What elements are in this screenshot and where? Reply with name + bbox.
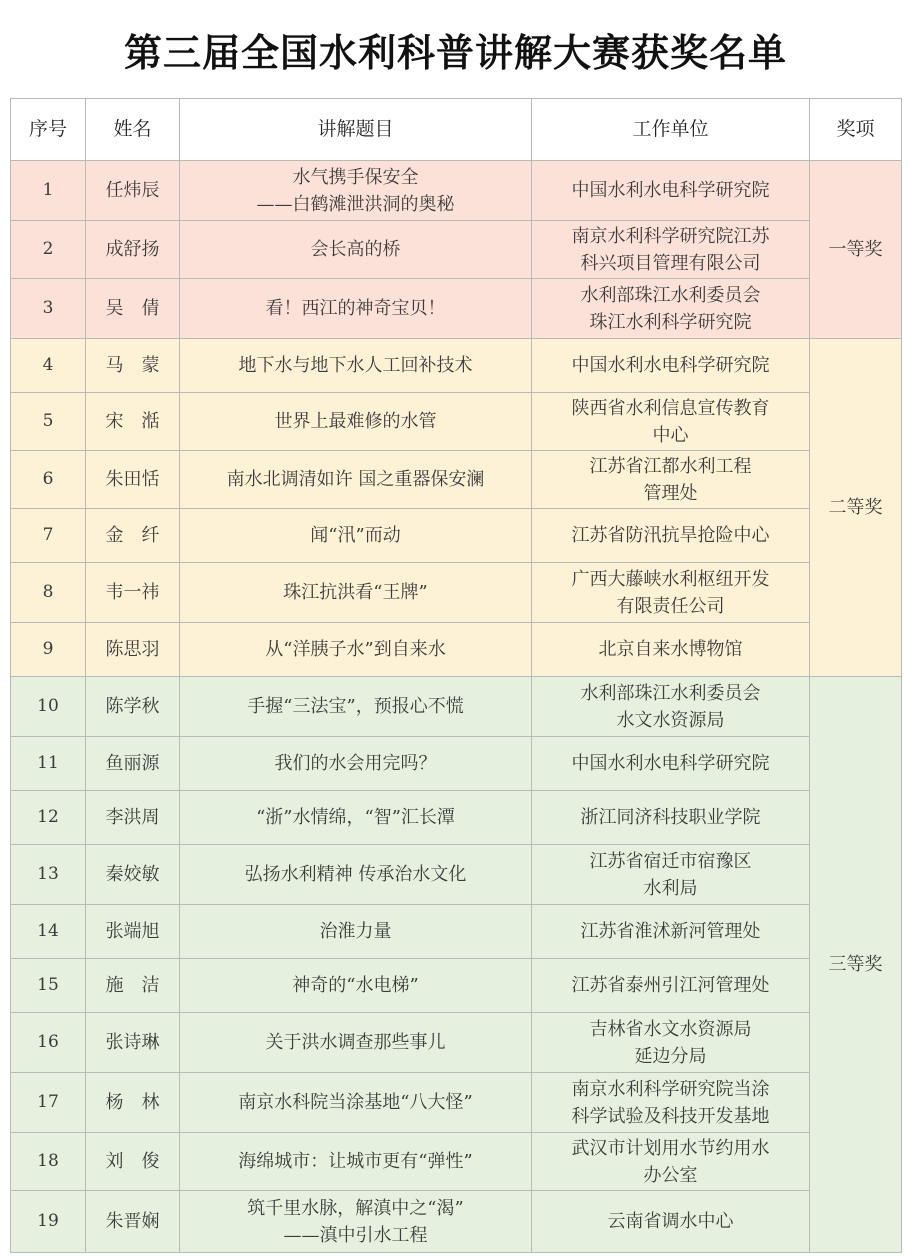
cell-unit: 吉林省水文水资源局 延边分局 bbox=[532, 1013, 810, 1073]
cell-topic: 关于洪水调查那些事儿 bbox=[180, 1013, 532, 1073]
cell-unit: 北京自来水博物馆 bbox=[532, 623, 810, 677]
cell-no: 2 bbox=[11, 221, 86, 279]
table-header-row bbox=[11, 99, 902, 161]
award-table bbox=[10, 98, 902, 1253]
cell-topic: 从“洋胰子水”到自来水 bbox=[180, 623, 532, 677]
table-row bbox=[11, 959, 902, 1013]
table-row bbox=[11, 221, 902, 279]
table-row bbox=[11, 623, 902, 677]
cell-unit: 水利部珠江水利委员会 水文水资源局 bbox=[532, 677, 810, 737]
table-row bbox=[11, 1073, 902, 1133]
table-row bbox=[11, 677, 902, 737]
cell-topic: 神奇的“水电梯” bbox=[180, 959, 532, 1013]
cell-topic: 水气携手保安全 ——白鹤滩泄洪洞的奥秘 bbox=[180, 161, 532, 221]
cell-no: 11 bbox=[11, 737, 86, 791]
cell-award-third: 三等奖 bbox=[810, 677, 902, 1253]
table-row bbox=[11, 1191, 902, 1253]
cell-unit: 水利部珠江水利委员会 珠江水利科学研究院 bbox=[532, 279, 810, 339]
cell-name: 鱼丽源 bbox=[86, 737, 180, 791]
cell-topic: 闻“汛”而动 bbox=[180, 509, 532, 563]
table-row bbox=[11, 845, 902, 905]
cell-name: 张端旭 bbox=[86, 905, 180, 959]
header-name: 姓名 bbox=[86, 99, 180, 161]
cell-unit: 中国水利水电科学研究院 bbox=[532, 339, 810, 393]
cell-no: 16 bbox=[11, 1013, 86, 1073]
cell-name: 秦姣敏 bbox=[86, 845, 180, 905]
cell-unit: 中国水利水电科学研究院 bbox=[532, 737, 810, 791]
table-row bbox=[11, 509, 902, 563]
cell-unit: 江苏省防汛抗旱抢险中心 bbox=[532, 509, 810, 563]
cell-topic: 治淮力量 bbox=[180, 905, 532, 959]
table-row bbox=[11, 1013, 902, 1073]
cell-name: 陈学秋 bbox=[86, 677, 180, 737]
cell-name: 成舒扬 bbox=[86, 221, 180, 279]
cell-topic: “浙”水情绵，“智”汇长潭 bbox=[180, 791, 532, 845]
table-row bbox=[11, 451, 902, 509]
cell-topic: 会长高的桥 bbox=[180, 221, 532, 279]
header-topic: 讲解题目 bbox=[180, 99, 532, 161]
cell-topic: 南水北调清如许 国之重器保安澜 bbox=[180, 451, 532, 509]
cell-award-first: 一等奖 bbox=[810, 161, 902, 339]
table-row bbox=[11, 1133, 902, 1191]
cell-topic: 我们的水会用完吗？ bbox=[180, 737, 532, 791]
cell-unit: 南京水利科学研究院当涂 科学试验及科技开发基地 bbox=[532, 1073, 810, 1133]
cell-topic: 弘扬水利精神 传承治水文化 bbox=[180, 845, 532, 905]
table-row bbox=[11, 279, 902, 339]
cell-award-second: 二等奖 bbox=[810, 339, 902, 677]
table-row bbox=[11, 393, 902, 451]
cell-no: 1 bbox=[11, 161, 86, 221]
cell-name: 陈思羽 bbox=[86, 623, 180, 677]
cell-no: 4 bbox=[11, 339, 86, 393]
cell-unit: 江苏省宿迁市宿豫区 水利局 bbox=[532, 845, 810, 905]
cell-unit: 武汉市计划用水节约用水 办公室 bbox=[532, 1133, 810, 1191]
table-row bbox=[11, 563, 902, 623]
cell-name: 朱晋娴 bbox=[86, 1191, 180, 1253]
cell-no: 17 bbox=[11, 1073, 86, 1133]
cell-no: 15 bbox=[11, 959, 86, 1013]
cell-no: 10 bbox=[11, 677, 86, 737]
cell-no: 18 bbox=[11, 1133, 86, 1191]
cell-name: 朱田恬 bbox=[86, 451, 180, 509]
cell-unit: 江苏省泰州引江河管理处 bbox=[532, 959, 810, 1013]
cell-unit: 陕西省水利信息宣传教育 中心 bbox=[532, 393, 810, 451]
cell-no: 3 bbox=[11, 279, 86, 339]
cell-no: 6 bbox=[11, 451, 86, 509]
cell-unit: 云南省调水中心 bbox=[532, 1191, 810, 1253]
table-row bbox=[11, 791, 902, 845]
table-row bbox=[11, 161, 902, 221]
cell-topic: 筑千里水脉，解滇中之“渴” ——滇中引水工程 bbox=[180, 1191, 532, 1253]
table-row bbox=[11, 905, 902, 959]
cell-no: 12 bbox=[11, 791, 86, 845]
cell-name: 张诗琳 bbox=[86, 1013, 180, 1073]
header-no: 序号 bbox=[11, 99, 86, 161]
cell-unit: 南京水利科学研究院江苏 科兴项目管理有限公司 bbox=[532, 221, 810, 279]
cell-name: 马 蒙 bbox=[86, 339, 180, 393]
cell-unit: 浙江同济科技职业学院 bbox=[532, 791, 810, 845]
cell-name: 金 纤 bbox=[86, 509, 180, 563]
cell-unit: 广西大藤峡水利枢纽开发 有限责任公司 bbox=[532, 563, 810, 623]
page-title: 第三届全国水利科普讲解大赛获奖名单 bbox=[123, 30, 787, 75]
cell-topic: 南京水科院当涂基地“八大怪” bbox=[180, 1073, 532, 1133]
cell-no: 14 bbox=[11, 905, 86, 959]
cell-name: 韦一祎 bbox=[86, 563, 180, 623]
cell-no: 9 bbox=[11, 623, 86, 677]
cell-unit: 中国水利水电科学研究院 bbox=[532, 161, 810, 221]
cell-topic: 看！西江的神奇宝贝！ bbox=[180, 279, 532, 339]
cell-unit: 江苏省江都水利工程 管理处 bbox=[532, 451, 810, 509]
cell-name: 吴 倩 bbox=[86, 279, 180, 339]
cell-name: 刘 俊 bbox=[86, 1133, 180, 1191]
cell-no: 8 bbox=[11, 563, 86, 623]
table-row bbox=[11, 339, 902, 393]
cell-name: 杨 林 bbox=[86, 1073, 180, 1133]
cell-unit: 江苏省淮沭新河管理处 bbox=[532, 905, 810, 959]
header-award: 奖项 bbox=[810, 99, 902, 161]
cell-no: 5 bbox=[11, 393, 86, 451]
cell-name: 任炜辰 bbox=[86, 161, 180, 221]
cell-name: 宋 湉 bbox=[86, 393, 180, 451]
cell-topic: 地下水与地下水人工回补技术 bbox=[180, 339, 532, 393]
cell-name: 施 洁 bbox=[86, 959, 180, 1013]
cell-topic: 海绵城市：让城市更有“弹性” bbox=[180, 1133, 532, 1191]
cell-topic: 手握“三法宝”，预报心不慌 bbox=[180, 677, 532, 737]
header-unit: 工作单位 bbox=[532, 99, 810, 161]
cell-name: 李洪周 bbox=[86, 791, 180, 845]
cell-topic: 珠江抗洪看“王牌” bbox=[180, 563, 532, 623]
cell-no: 13 bbox=[11, 845, 86, 905]
cell-no: 7 bbox=[11, 509, 86, 563]
cell-topic: 世界上最难修的水管 bbox=[180, 393, 532, 451]
table-row bbox=[11, 737, 902, 791]
cell-no: 19 bbox=[11, 1191, 86, 1253]
